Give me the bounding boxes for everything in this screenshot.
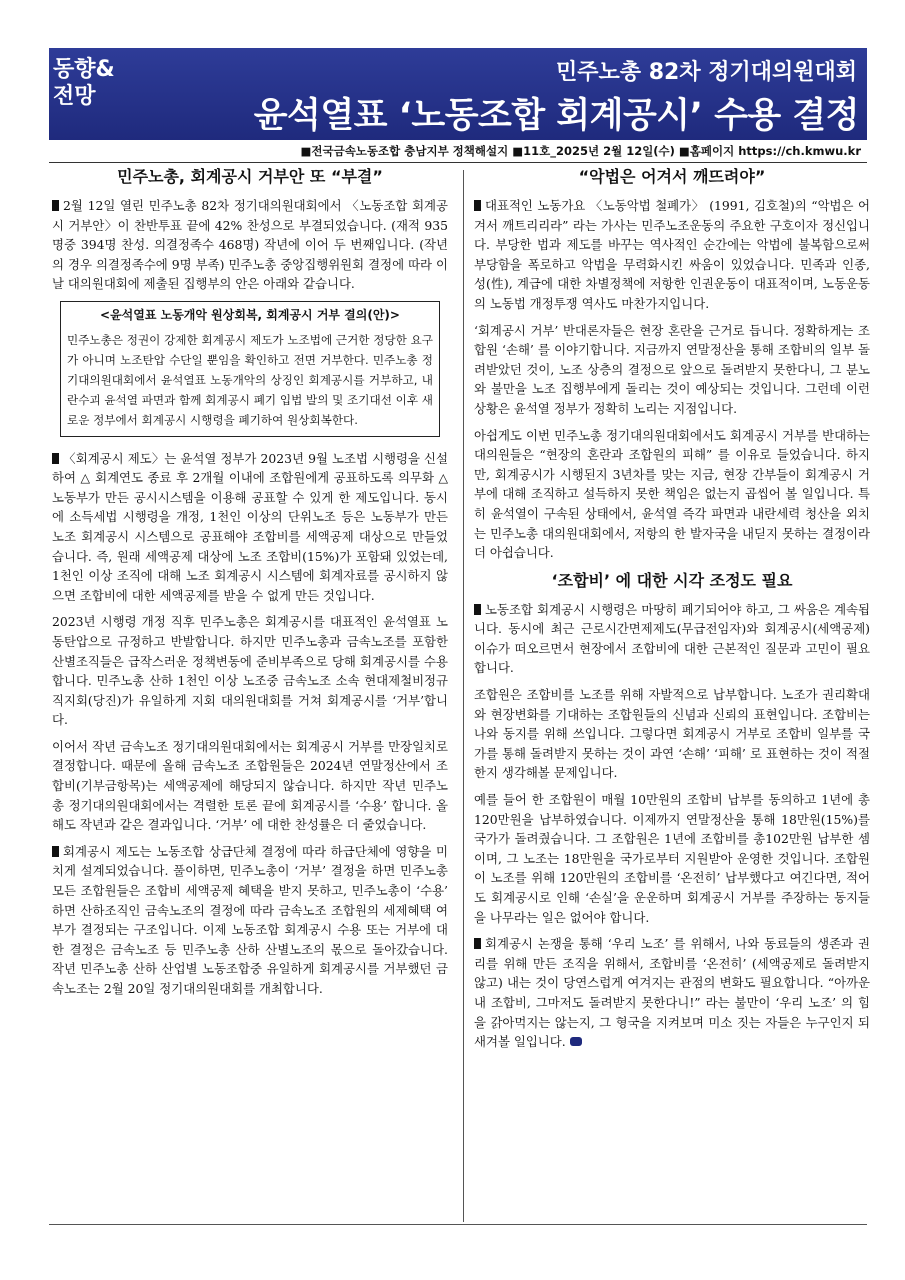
square-bullet-icon [474, 200, 481, 211]
square-bullet-icon [52, 200, 59, 211]
square-bullet-icon [474, 604, 481, 615]
square-bullet-icon [52, 846, 59, 857]
publication-info-bar [49, 142, 867, 163]
left-paragraph-3: 2023년 시행령 개정 직후 민주노총은 회계공시를 대표적인 윤석열표 노동탄압으로 규정하고 반발합니다. 하지만 민주노총과 금속노조를 포함한 산별조직들은 급작스러운 정책변동에 준비부족으로 당해 회계공시를 수용합니다. 민주노총 산하 1천인 이상 노조중 금속노조 소속 현대제철비정규직지회(당진)가 유일하게 지회 대의원대회를 거쳐 회계공시를 ‘거부’합니다. [52, 614, 448, 728]
left-paragraph-2: 〈회계공시 제도〉는 윤석열 정부가 2023년 9월 노조법 시행령을 신설하여 △ 회계연도 종료 후 2개월 이내에 조합원에게 공표하도록 의무화 △ 노동부가 만든 공시시스템을 이용해 공표할 수 있게 한 제도입니다. 동시에 소득세법 시행령을 개정, 1천인 이상의 단위노조 등은 노동부가 만든 노조 회계공시 시스템으로 공표해야 조합비를 세액공제 대상으로 만들었습니다. 즉, 원래 세액공제 대상에 노조 조합비(15%)가 포함돼 있었는데, 1천인 이상 조직에 대해 노조 회계공시 시스템에 회계자료를 공시하지 않으면 조합비에 대한 세액공제를 받을 수 없게 만든 것입니다. [52, 450, 448, 603]
right-paragraph-2: ‘회계공시 거부’ 반대론자들은 현장 혼란을 근거로 듭니다. 정확하게는 조합원 ‘손해’ 를 이야기합니다. 지금까지 연말정산을 통해 조합비의 일부 돌려받았던 것이, 노조 상층의 결정으로 앞으로 돌려받지 못한다니, 그 분노와 불만을 노조 집행부에게 돌리는 것이 예상되는 것입니다. 그런데 이런 상황은 윤석열 정부가 정확히 노리는 지점입니다. [474, 322, 870, 416]
square-bullet-icon [52, 453, 59, 464]
left-column [52, 166, 448, 1006]
section-tag: 동향& 전망 [53, 57, 115, 109]
left-heading: 민주노총, 회계공시 거부안 또 “부결” [117, 167, 383, 186]
right-paragraph-3: 아쉽게도 이번 민주노총 정기대의원대회에서도 회계공시 거부를 반대하는 대의원들은 “현장의 혼란과 조합원의 피해” 를 이유로 들었습니다. 하지만, 회계공시가 시행된지 3년차를 맞는 지금, 현장 간부들이 회계공시 거부에 대해 조직하고 설득하지 못한 책임은 없는지 곱씹어 볼 일입니다. 특히 윤석열이 구속된 상태에서, 윤석열 즉각 파면과 내란세력 청산을 외치는 민주노총 대의원대회에서, 저항의 한 발자국을 내딛지 못하는 결정이라 더 아쉽습니다. [474, 427, 870, 561]
banner-headline: 윤석열표 ‘노동조합 회계공시’ 수용 결정 [253, 96, 859, 136]
right-heading-1: “악법은 어겨서 깨뜨려야” [578, 167, 766, 186]
right-paragraph-7: 회계공시 논쟁을 통해 ‘우리 노조’ 를 위해서, 나와 동료들의 생존과 권리를 위해 만든 조직을 위해서, 조합비를 ‘온전히’ (세액공제로 돌려받지 않고) 내는 것이 당연스럽게 여겨지는 관점의 변화도 필요합니다. “아까운 내 조합비, 그마저도 돌려받지 못한다니!” 라는 불만이 ‘우리 노조’ 의 힘을 갉아먹지는 않는지, 그 형국을 지켜보며 미소 짓는 자들은 누구인지 되새겨볼 일입니다. [474, 936, 870, 1050]
banner-subtitle: 민주노총 82차 정기대의원대회 [556, 60, 857, 85]
end-mark-icon [570, 1037, 582, 1046]
column-divider [463, 170, 464, 1222]
bottom-rule [49, 1224, 867, 1225]
left-paragraph-1: 2월 12일 열린 민주노총 82차 정기대의원대회에서 〈노동조합 회계공시 거부안〉이 찬반투표 끝에 42% 찬성으로 부결되었습니다. (재적 935명중 394명 찬성. 의결정족수 468명) 작년에 이어 두 번째입니다. (작년의 경우 의결정족수에 9명 부족) 민주노총 중앙집행위원회 결정에 따라 이날 대의원대회에 제출된 집행부의 안은 아래와 같습니다. [52, 198, 448, 292]
right-paragraph-6: 예를 들어 한 조합원이 매월 10만원의 조합비 납부를 동의하고 1년에 총120만원을 납부하였습니다. 이제까지 연말정산을 통해 18만원(15%)를 국가가 돌려줬습니다. 그 조합원은 1년에 조합비를 총102만원 납부한 셈이며, 그 노조는 18만원을 국가로부터 지원받아 운영한 것입니다. 조합원이 노조를 위해 120만원의 조합비를 ‘온전히’ 납부했다고 여긴다면, 적어도 회계공시로 인해 ‘손실’을 운운하며 회계공시 거부를 주장하는 동지들을 나무라는 일은 없어야 합니다. [474, 792, 870, 925]
left-paragraph-4: 이어서 작년 금속노조 정기대의원대회에서는 회계공시 거부를 만장일치로 결정합니다. 때문에 올해 금속노조 조합원들은 2024년 연말정산에서 조합비(기부금항목)는 세액공제에 해당되지 않습니다. 하지만 작년 민주노총 정기대의원대회에서는 격렬한 토론 끝에 회계공시를 ‘수용’ 합니다. 올해도 작년과 같은 결과입니다. ‘거부’ 에 대한 찬성률은 더 줄었습니다. [52, 738, 448, 833]
title-banner [49, 48, 867, 140]
resolution-title: <윤석열표 노동개악 원상회복, 회계공시 거부 결의(안)> [100, 307, 400, 322]
right-paragraph-1: 대표적인 노동가요 〈노동악법 철폐가〉 (1991, 김호철)의 “악법은 어겨서 깨트리리라” 라는 가사는 민주노조운동의 주요한 구호이자 정신입니다. 부당한 법과 제도를 바꾸는 역사적인 순간에는 악법에 불복함으로써 부당함을 폭로하고 악법을 무력화시킨 싸움이 있었습니다. 민족과 인종, 성(性), 계급에 대한 차별정책에 저항한 인권운동이 대표적이며, 노동운동의 노동법 개정투쟁 역사도 마찬가지입니다. [474, 198, 870, 311]
resolution-box [60, 301, 440, 437]
right-paragraph-4: 노동조합 회계공시 시행령은 마땅히 폐기되어야 하고, 그 싸움은 계속됩니다. 동시에 최근 근로시간면제제도(무급전임자)와 회계공시(세액공제) 이슈가 떠오르면서 현장에서 조합비에 대한 근본적인 질문과 고민이 필요합니다. [474, 601, 870, 676]
resolution-text: 민주노총은 정권이 강제한 회계공시 제도가 노조법에 근거한 정당한 요구가 아니며 노조탄압 수단일 뿐임을 확인하고 전면 거부한다. 민주노총 정기대의원대회에서 윤석열표 노동개악의 상징인 회계공시를 거부하고, 내란수괴 윤석열 파면과 함께 회계공시 폐기 입법 발의 및 조기대선 이후 새로운 정부에서 회계공시 시행령을 폐기하여 원상회복한다. [67, 332, 433, 427]
right-paragraph-5: 조합원은 조합비를 노조를 위해 자발적으로 납부합니다. 노조가 권리확대와 현장변화를 기대하는 조합원들의 신념과 신뢰의 표현입니다. 조합비는 나와 동지를 위해 쓰입니다. 그렇다면 회계공시 거부로 조합비 일부를 국가를 통해 돌려받지 못하는 것이 과연 ‘손해’ ‘피해’ 로 표현하는 것이 적절한지 생각해볼 문제입니다. [474, 687, 870, 781]
publication-info: ■전국금속노동조합 충남지부 정책해설지 ■11호_2025년 2월 12일(수) ■홈페이지 https://ch.kmwu.kr [300, 144, 861, 158]
right-column [474, 166, 870, 1059]
left-paragraph-5: 회계공시 제도는 노동조합 상급단체 결정에 따라 하급단체에 영향을 미치게 설계되었습니다. 풀이하면, 민주노총이 ‘거부’ 결정을 하면 민주노총 모든 조합원들은 조합비 세액공제 혜택을 받지 못하고, 민주노총이 ‘수용’ 하면 산하조직인 금속노조의 결정에 따라 금속노조 조합원의 세제혜택 여부가 결정되는 구조입니다. 이제 노동조합 회계공시 수용 또는 거부에 대한 결정은 금속노조 등 민주노총 산하 산별노조의 몫으로 돌아갔습니다. 작년 민주노총 산하 산업별 노동조합중 유일하게 회계공시를 거부했던 금속노조는 2월 20일 정기대의원대회를 개최합니다. [52, 843, 448, 996]
right-heading-2: ‘조합비’ 에 대한 시각 조정도 필요 [551, 570, 793, 590]
square-bullet-icon [474, 938, 481, 949]
